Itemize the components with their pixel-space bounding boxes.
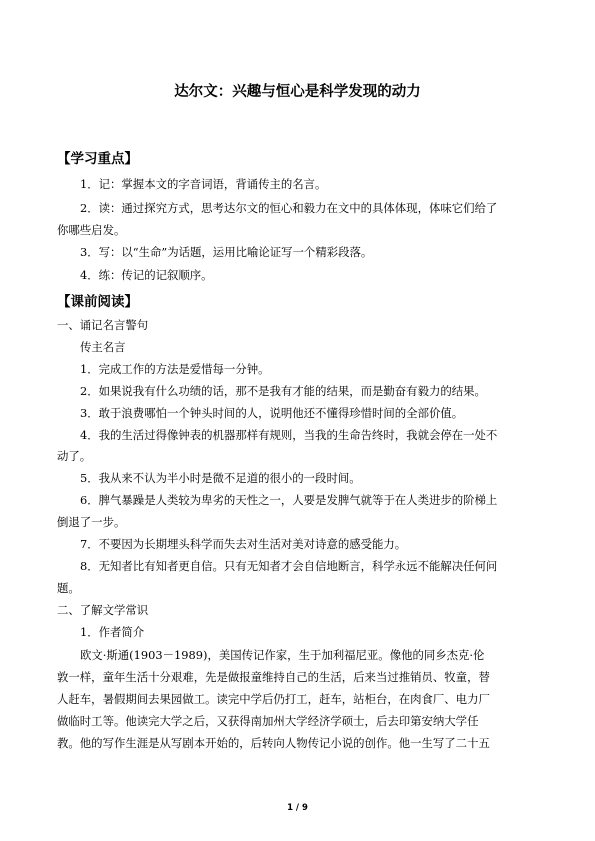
section-heading-study-focus: 【学习重点】	[57, 151, 138, 167]
text-line: 4．我的生活过得像钟表的机器那样有规则，当我的生命告终时，我就会停在一处不	[80, 428, 498, 442]
text-line: 2．读：通过探究方式，思考达尔文的恒心和毅力在文中的具体体现，体味它们给了	[80, 201, 498, 215]
text-line: 7．不要因为长期埋头科学而失去对生活对美对诗意的感受能力。	[80, 537, 407, 551]
text-line: 倒退了一步。	[57, 515, 126, 529]
text-line: 人赶车，暑假期间去果园做工。读完中学后仍打工，赶车，站柜台，在肉食厂、电力厂	[57, 692, 490, 706]
text-line: 传主名言	[80, 340, 126, 354]
text-line: 敦一样，童年生活十分艰难，先是做报童维持自己的生活，后来当过推销员、牧童，替	[57, 670, 490, 684]
text-line: 5．我从来不认为半小时是微不足道的很小的一段时间。	[80, 471, 361, 485]
text-line: 动了。	[57, 449, 92, 463]
text-line: 1．记：掌握本文的字音词语，背诵传主的名言。	[80, 177, 327, 191]
page-title: 达尔文：兴趣与恒心是科学发现的动力	[174, 84, 421, 100]
page-number: 1 / 9	[287, 803, 308, 813]
text-line: 6．脾气暴躁是人类较为卑劣的天性之一，人要是发脾气就等于在人类进步的阶梯上	[80, 493, 498, 507]
text-line: 8．无知者比有知者更自信。只有无知者才会自信地断言，科学永远不能解决任何问	[80, 559, 498, 573]
text-line: 1．完成工作的方法是爱惜每一分钟。	[80, 362, 270, 376]
text-line: 题。	[57, 581, 80, 595]
section-heading-pre-reading: 【课前阅读】	[57, 294, 138, 310]
text-line: 4．练：传记的记叙顺序。	[80, 268, 213, 282]
text-line: 2．如果说我有什么功绩的话，那不是我有才能的结果，而是勤奋有毅力的结果。	[80, 384, 486, 398]
text-line: 做临时工等。他读完大学之后，又获得南加州大学经济学硕士，后去印第安纳大学任	[57, 714, 479, 728]
text-line: 欧文·斯通(1903－1989)，美国传记作家，生于加利福尼亚。像他的同乡杰克·伦	[80, 648, 485, 662]
text-line: 3．敢于浪费哪怕一个钟头时间的人，说明他还不懂得珍惜时间的全部价值。	[80, 406, 464, 420]
text-line: 你哪些启发。	[57, 223, 126, 237]
text-line: 1．作者简介	[80, 625, 145, 639]
text-line: 教。他的写作生涯是从写剧本开始的，后转向人物传记小说的创作。他一生写了二十五	[57, 736, 490, 750]
text-line: 一、诵记名言警句	[57, 318, 149, 332]
text-line: 二、了解文学常识	[57, 603, 149, 617]
text-line: 3．写：以“生命”为话题，运用比喻论证写一个精彩段落。	[80, 245, 373, 259]
